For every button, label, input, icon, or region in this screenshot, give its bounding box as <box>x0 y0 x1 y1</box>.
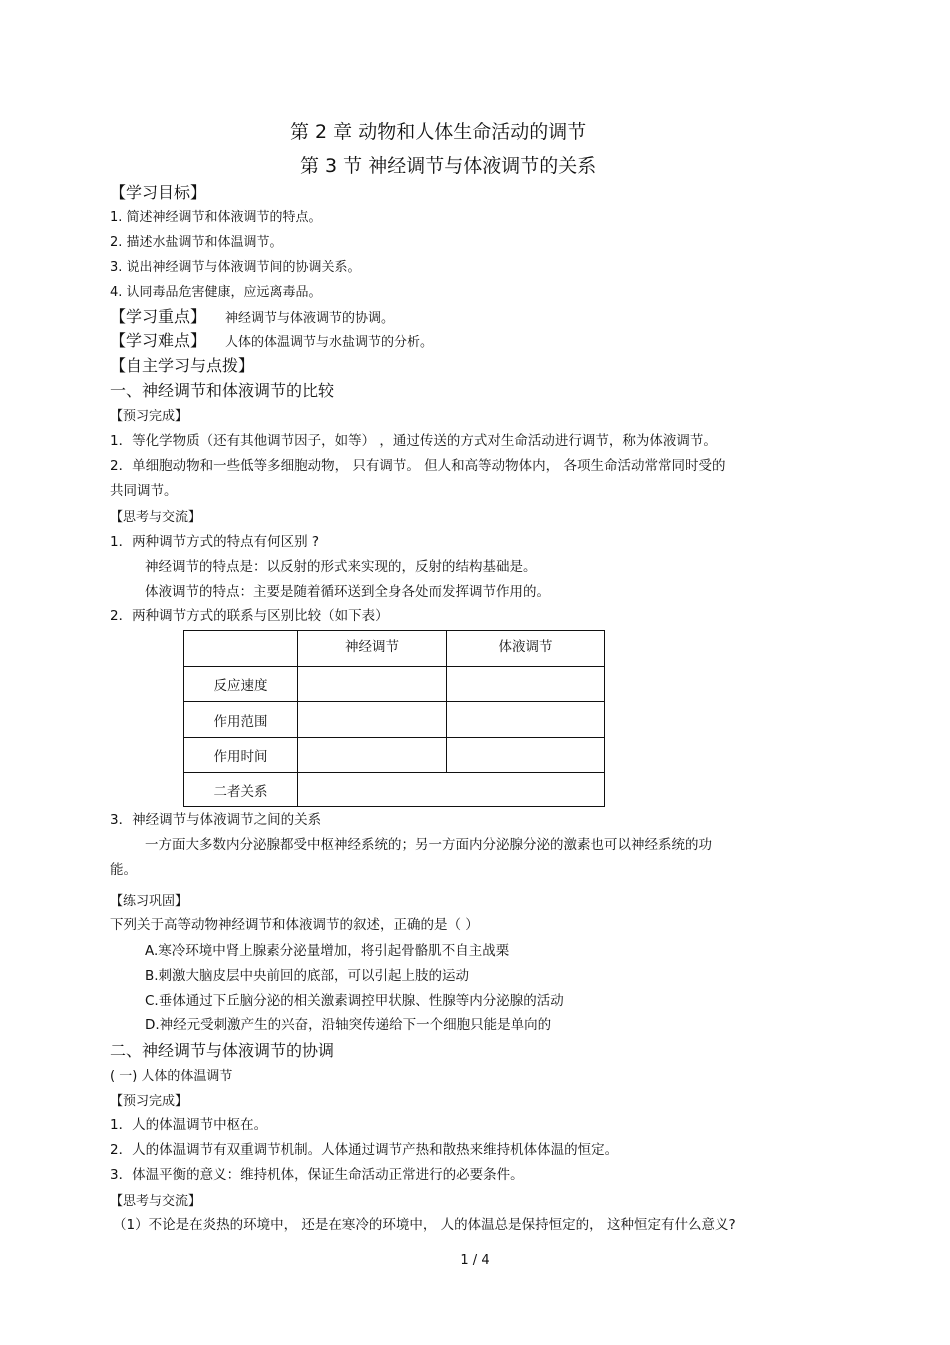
think-question-2: 2．两种调节方式的联系与区别比较（如下表） <box>110 608 389 624</box>
option-c: C.垂体通过下丘脑分泌的相关激素调控甲状腺、性腺等内分泌腺的活动 <box>145 993 564 1009</box>
option-d: D.神经元受刺激产生的兴奋，沿轴突传递给下一个细胞只能是单向的 <box>145 1017 552 1033</box>
objective-item: 1. 简述神经调节和体液调节的特点。 <box>110 210 322 225</box>
preview-item-3: 3．体温平衡的意义：维持机体，保证生命活动正常进行的必要条件。 <box>110 1167 524 1183</box>
table-header-row <box>184 631 605 667</box>
table-cell <box>447 667 605 702</box>
row-label-relation: 二者关系 <box>184 773 298 807</box>
objective-item: 3. 说出神经调节与体液调节间的协调关系。 <box>110 260 361 275</box>
question-2-line2: 共同调节。 <box>110 483 178 499</box>
think-label: 【思考与交流】 <box>110 1194 202 1209</box>
humoral-feature: 体液调节的特点：主要是随着循环送到全身各处而发挥调节作用的。 <box>145 584 550 600</box>
table-row <box>184 773 605 807</box>
page-number: 1 / 4 <box>460 1253 490 1268</box>
relation-line1: 一方面大多数内分泌腺都受中枢神经系统的；另一方面内分泌腺分泌的激素也可以神经系统的功 <box>145 837 712 853</box>
objective-item: 2. 描述水盐调节和体温调节。 <box>110 235 283 250</box>
practice-question: 下列关于高等动物神经调节和体液调节的叙述，正确的是（ ） <box>110 917 479 933</box>
table-cell <box>298 773 605 807</box>
row-label-range: 作用范围 <box>184 702 298 738</box>
objectives-heading: 【学习目标】 <box>110 183 207 202</box>
table-row <box>184 738 605 773</box>
option-a: A.寒冷环境中肾上腺素分泌量增加，将引起骨骼肌不自主战栗 <box>145 943 510 959</box>
objective-item: 4. 认同毒品危害健康，应远离毒品。 <box>110 285 322 300</box>
table-cell <box>298 702 447 738</box>
table-cell <box>447 738 605 773</box>
section-title: 第 3 节 神经调节与体液调节的关系 <box>300 155 597 177</box>
relation-line2: 能。 <box>110 862 137 878</box>
think-label: 【思考与交流】 <box>110 510 202 525</box>
preview-item-2: 2．人的体温调节有双重调节机制。人体通过调节产热和散热来维持机体体温的恒定。 <box>110 1142 619 1158</box>
preview-label: 【预习完成】 <box>110 1094 189 1109</box>
table-corner-cell <box>184 631 298 667</box>
table-header-neural: 神经调节 <box>298 631 447 667</box>
part2-heading: 二、神经调节与体液调节的协调 <box>110 1041 335 1060</box>
table-header-humoral: 体液调节 <box>447 631 605 667</box>
row-label-duration: 作用时间 <box>184 738 298 773</box>
think-question-1: 1．两种调节方式的特点有何区别 ? <box>110 534 320 550</box>
think-question: （1）不论是在炎热的环境中， 还是在寒冷的环境中， 人的体温总是保持恒定的， 这种恒定有什么意义? <box>113 1217 736 1233</box>
key-point-label: 【学习重点】 <box>110 307 207 326</box>
table-cell <box>298 667 447 702</box>
think-question-3: 3．神经调节与体液调节之间的关系 <box>110 812 322 828</box>
option-b: B.刺激大脑皮层中央前回的底部，可以引起上肢的运动 <box>145 968 470 984</box>
question-1: 1．等化学物质（还有其他调节因子，如等） ，通过传送的方式对生命活动进行调节，称为体液调节。 <box>110 433 717 449</box>
difficulty-text: 人体的体温调节与水盐调节的分析。 <box>225 335 434 350</box>
preview-item-1: 1．人的体温调节中枢在。 <box>110 1117 268 1133</box>
neural-feature: 神经调节的特点是：以反射的形式来实现的，反射的结构基础是。 <box>145 559 537 575</box>
part1-heading: 一、神经调节和体液调节的比较 <box>110 381 335 400</box>
difficulty-label: 【学习难点】 <box>110 331 207 350</box>
practice-label: 【练习巩固】 <box>110 894 189 909</box>
comparison-table <box>183 630 605 807</box>
table-cell <box>447 702 605 738</box>
table-row <box>184 702 605 738</box>
chapter-title: 第 2 章 动物和人体生命活动的调节 <box>290 121 587 143</box>
row-label-speed: 反应速度 <box>184 667 298 702</box>
self-study-heading: 【自主学习与点拨】 <box>110 356 255 375</box>
part2-subheading: ( 一) 人体的体温调节 <box>110 1069 233 1084</box>
table-cell <box>298 738 447 773</box>
key-point-text: 神经调节与体液调节的协调。 <box>225 311 395 326</box>
question-2-line1: 2．单细胞动物和一些低等多细胞动物， 只有调节。 但人和高等动物体内， 各项生命活动常常同时受的 <box>110 458 726 474</box>
preview-label: 【预习完成】 <box>110 409 189 424</box>
table-row <box>184 667 605 702</box>
